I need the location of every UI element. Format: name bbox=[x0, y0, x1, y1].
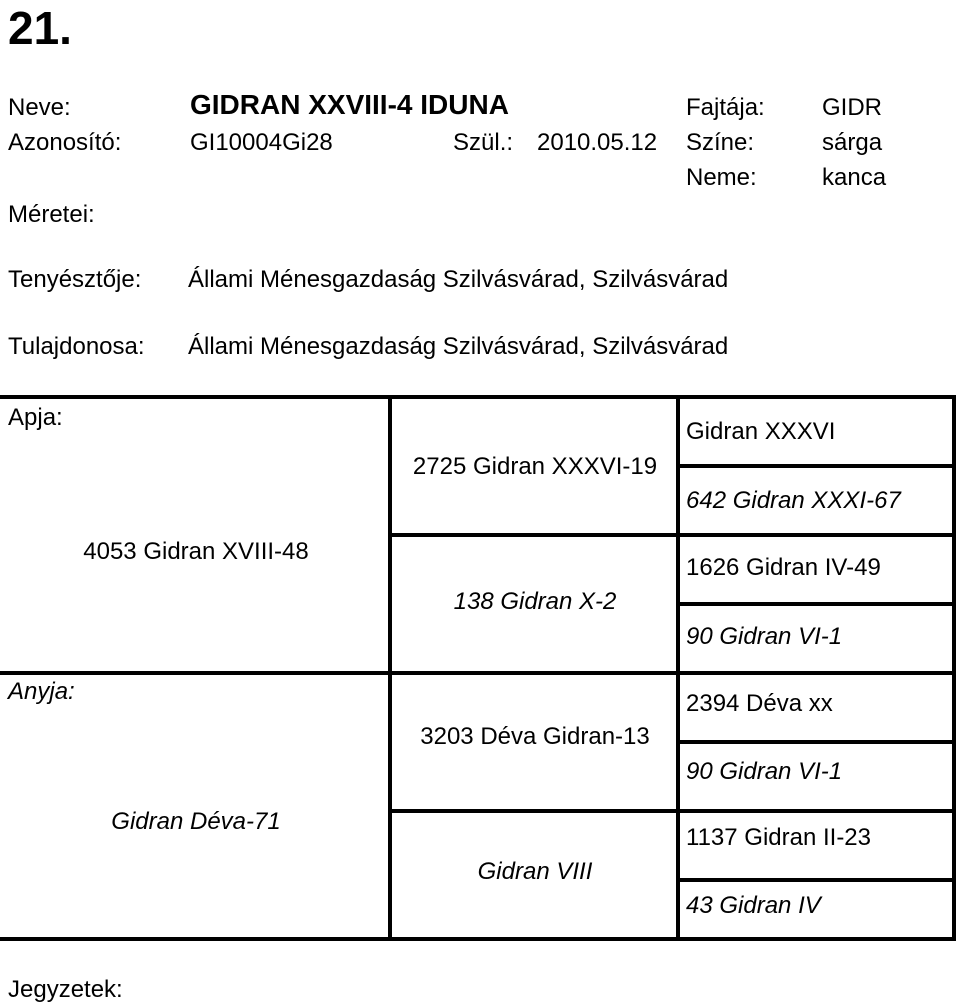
birth-value: 2010.05.12 bbox=[537, 129, 658, 156]
breed-value: GIDR bbox=[822, 94, 882, 121]
color-value: sárga bbox=[822, 129, 883, 156]
ggen-4: 90 Gidran VI-1 bbox=[686, 623, 843, 650]
name-label: Neve: bbox=[8, 94, 71, 121]
breeder-label: Tenyésztője: bbox=[8, 266, 142, 293]
ggen-7: 1137 Gidran II-23 bbox=[686, 824, 872, 851]
color-label: Színe: bbox=[686, 129, 755, 156]
size-label: Méretei: bbox=[8, 201, 95, 228]
ggen-2: 642 Gidran XXXI-67 bbox=[686, 487, 901, 514]
sire-label: Apja: bbox=[8, 404, 63, 431]
page-number: 21. bbox=[8, 2, 72, 54]
birth-label: Szül.: bbox=[453, 129, 514, 156]
notes-label: Jegyzetek: bbox=[8, 976, 123, 1003]
dam-name: Gidran Déva-71 bbox=[111, 808, 281, 835]
breeder-value: Állami Ménesgazdaság Szilvásvárad, Szilvásvárad bbox=[188, 266, 729, 293]
sire-name: 4053 Gidran XVIII-48 bbox=[83, 538, 309, 565]
id-value: GI10004Gi28 bbox=[190, 129, 333, 156]
horse-name: GIDRAN XXVIII-4 IDUNA bbox=[190, 89, 509, 120]
ggen-3: 1626 Gidran IV-49 bbox=[686, 554, 881, 581]
owner-value: Állami Ménesgazdaság Szilvásvárad, Szilvásvárad bbox=[188, 333, 729, 360]
dam-dam-name: Gidran VIII bbox=[477, 858, 593, 885]
breed-label: Fajtája: bbox=[686, 94, 765, 121]
sire-sire-name: 2725 Gidran XXXVI-19 bbox=[412, 453, 658, 480]
dam-label: Anyja: bbox=[8, 678, 75, 705]
owner-label: Tulajdonosa: bbox=[8, 333, 145, 360]
ggen-5: 2394 Déva xx bbox=[686, 690, 833, 717]
id-label: Azonosító: bbox=[8, 129, 122, 156]
sire-dam-name: 138 Gidran X-2 bbox=[453, 588, 617, 615]
ggen-6: 90 Gidran VI-1 bbox=[686, 758, 843, 785]
pedigree-sire-box bbox=[0, 395, 392, 675]
sex-value: kanca bbox=[822, 164, 887, 191]
sex-label: Neme: bbox=[686, 164, 757, 191]
ggen-1: Gidran XXXVI bbox=[686, 418, 836, 445]
dam-sire-name: 3203 Déva Gidran-13 bbox=[420, 723, 650, 750]
ggen-8: 43 Gidran IV bbox=[686, 892, 821, 919]
